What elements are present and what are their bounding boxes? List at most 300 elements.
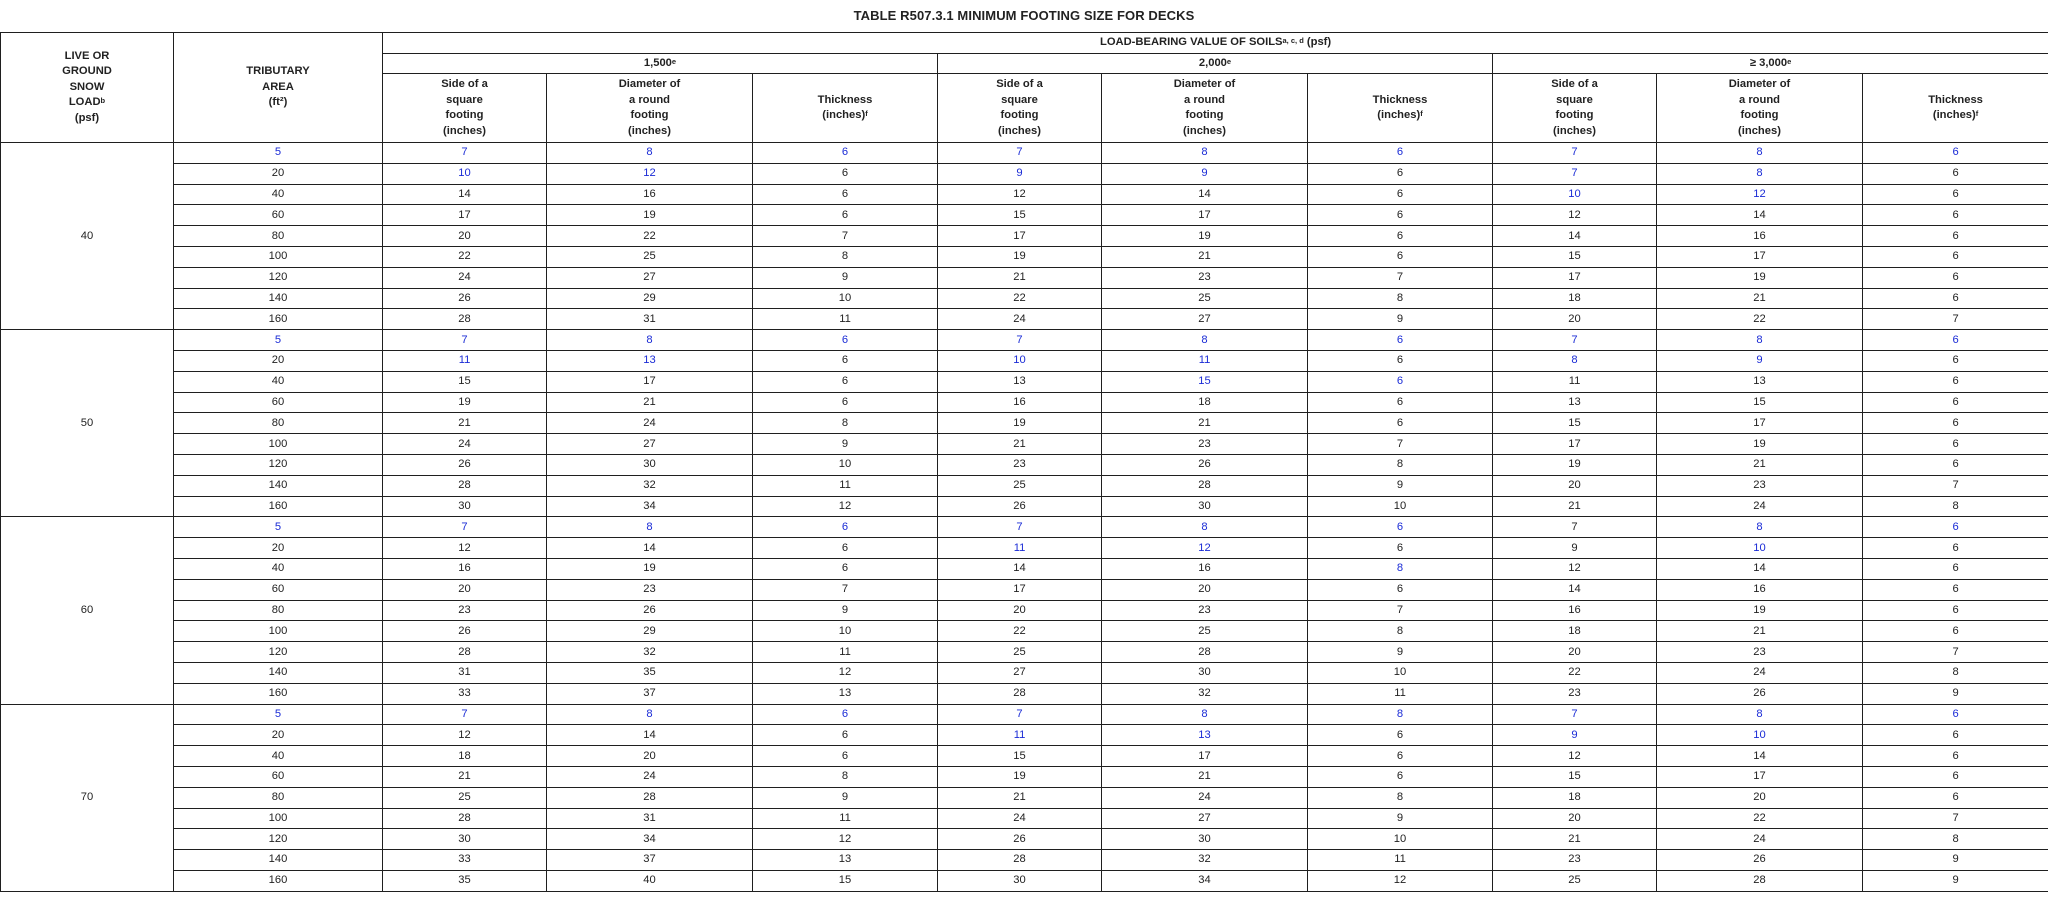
footing-value-cell: 14 [1657, 205, 1863, 226]
footing-value-cell: 7 [1863, 808, 2048, 829]
footing-value-cell: 26 [1657, 683, 1863, 704]
footing-value-cell: 19 [383, 392, 547, 413]
tributary-area-cell: 80 [174, 600, 383, 621]
footing-value-cell: 31 [547, 808, 753, 829]
footing-value-cell: 16 [1493, 600, 1657, 621]
footing-value-cell: 6 [1308, 205, 1493, 226]
footing-value-cell: 6 [1863, 517, 2048, 538]
tributary-area-cell: 20 [174, 163, 383, 184]
footing-value-cell: 21 [383, 413, 547, 434]
footing-value-cell: 21 [547, 392, 753, 413]
footing-value-cell: 6 [1863, 434, 2048, 455]
footing-value-cell: 35 [383, 870, 547, 891]
table-row [1, 413, 2048, 434]
soils-header: LOAD-BEARING VALUE OF SOILS$^{a, c, d}$ (psf) [383, 33, 2048, 54]
tributary-area-cell: 40 [174, 184, 383, 205]
footing-value-cell: 6 [1308, 184, 1493, 205]
footing-value-cell: 18 [1493, 288, 1657, 309]
footing-value-cell: 17 [547, 371, 753, 392]
footing-value-cell: 7 [1493, 330, 1657, 351]
diameter-round-header: Diameter of a round footing (inches) [547, 74, 753, 143]
footing-value-cell: 35 [547, 662, 753, 683]
footing-value-cell: 6 [1308, 579, 1493, 600]
footing-value-cell: 22 [938, 621, 1102, 642]
footing-value-cell: 22 [1657, 309, 1863, 330]
footing-value-cell: 25 [1102, 288, 1308, 309]
footing-value-cell: 7 [938, 704, 1102, 725]
footing-value-cell: 6 [753, 746, 938, 767]
footing-value-cell: 28 [383, 642, 547, 663]
footing-value-cell: 29 [547, 621, 753, 642]
table-row [1, 288, 2048, 309]
footing-value-cell: 16 [938, 392, 1102, 413]
live-load-cell: 50 [1, 330, 174, 517]
footing-value-cell: 30 [547, 454, 753, 475]
footing-value-cell: 31 [547, 309, 753, 330]
footing-value-cell: 15 [938, 746, 1102, 767]
footing-value-cell: 21 [1493, 496, 1657, 517]
footing-value-cell: 23 [383, 600, 547, 621]
footing-value-cell: 23 [1102, 267, 1308, 288]
footing-value-cell: 34 [547, 829, 753, 850]
footing-value-cell: 24 [383, 434, 547, 455]
footing-value-cell: 6 [753, 205, 938, 226]
footing-value-cell: 31 [383, 662, 547, 683]
footing-value-cell: 19 [1657, 267, 1863, 288]
footing-value-cell: 8 [1308, 621, 1493, 642]
table-row [1, 579, 2048, 600]
footing-value-cell: 19 [938, 413, 1102, 434]
footing-value-cell: 28 [383, 808, 547, 829]
footing-value-cell: 14 [938, 558, 1102, 579]
footing-value-cell: 22 [938, 288, 1102, 309]
footing-value-cell: 9 [753, 787, 938, 808]
tributary-area-cell: 60 [174, 392, 383, 413]
footing-value-cell: 25 [938, 475, 1102, 496]
footing-value-cell: 12 [1493, 558, 1657, 579]
table-row [1, 766, 2048, 787]
footing-value-cell: 16 [1102, 558, 1308, 579]
tributary-area-cell: 160 [174, 309, 383, 330]
table-row [1, 184, 2048, 205]
footing-value-cell: 6 [1863, 621, 2048, 642]
table-row [1, 600, 2048, 621]
footing-value-cell: 21 [938, 267, 1102, 288]
tributary-area-cell: 80 [174, 787, 383, 808]
footing-value-cell: 7 [1493, 704, 1657, 725]
footing-value-cell: 11 [938, 725, 1102, 746]
footing-value-cell: 6 [1308, 143, 1493, 164]
footing-value-cell: 21 [1102, 766, 1308, 787]
footing-value-cell: 28 [1102, 642, 1308, 663]
footing-value-cell: 15 [383, 371, 547, 392]
footing-value-cell: 8 [1102, 517, 1308, 538]
table-row [1, 725, 2048, 746]
footing-value-cell: 6 [1863, 600, 2048, 621]
footing-value-cell: 18 [1493, 621, 1657, 642]
footing-value-cell: 20 [383, 579, 547, 600]
footing-value-cell: 6 [753, 517, 938, 538]
footing-value-cell: 8 [547, 330, 753, 351]
footing-value-cell: 15 [1657, 392, 1863, 413]
footing-value-cell: 26 [383, 621, 547, 642]
table-row [1, 829, 2048, 850]
table-row [1, 642, 2048, 663]
footing-value-cell: 17 [1493, 267, 1657, 288]
footing-value-cell: 7 [753, 579, 938, 600]
footing-value-cell: 32 [1102, 683, 1308, 704]
footing-value-cell: 24 [1657, 829, 1863, 850]
footing-value-cell: 15 [1493, 246, 1657, 267]
footing-value-cell: 37 [547, 683, 753, 704]
footing-value-cell: 17 [1657, 766, 1863, 787]
footing-value-cell: 25 [547, 246, 753, 267]
tributary-area-cell: 20 [174, 725, 383, 746]
table-row [1, 538, 2048, 559]
footing-value-cell: 17 [1493, 434, 1657, 455]
footing-value-cell: 6 [753, 163, 938, 184]
footing-value-cell: 11 [753, 808, 938, 829]
footing-value-cell: 23 [547, 579, 753, 600]
footing-value-cell: 6 [753, 143, 938, 164]
footing-value-cell: 22 [547, 226, 753, 247]
footing-value-cell: 27 [547, 434, 753, 455]
footing-value-cell: 9 [753, 434, 938, 455]
table-row [1, 350, 2048, 371]
table-row [1, 226, 2048, 247]
footing-value-cell: 12 [547, 163, 753, 184]
footing-value-cell: 11 [1308, 850, 1493, 871]
footing-value-cell: 7 [1493, 143, 1657, 164]
footing-value-cell: 24 [383, 267, 547, 288]
footing-value-cell: 6 [1308, 163, 1493, 184]
footing-value-cell: 10 [938, 350, 1102, 371]
table-header [1, 33, 2048, 143]
footing-value-cell: 6 [753, 725, 938, 746]
tributary-area-cell: 40 [174, 371, 383, 392]
table-body [1, 143, 2048, 892]
live-load-cell: 40 [1, 143, 174, 330]
footing-value-cell: 9 [1308, 642, 1493, 663]
footing-value-cell: 7 [938, 143, 1102, 164]
footing-value-cell: 8 [1863, 829, 2048, 850]
footing-value-cell: 9 [753, 600, 938, 621]
footing-value-cell: 6 [753, 392, 938, 413]
footing-value-cell: 16 [1657, 579, 1863, 600]
footing-value-cell: 28 [1102, 475, 1308, 496]
footing-value-cell: 6 [1863, 267, 2048, 288]
footing-value-cell: 9 [1308, 475, 1493, 496]
footing-value-cell: 32 [547, 642, 753, 663]
footing-value-cell: 6 [1863, 330, 2048, 351]
soil-group-1500: 1,500e [383, 54, 938, 74]
footing-value-cell: 12 [1493, 205, 1657, 226]
footing-value-cell: 8 [1308, 454, 1493, 475]
diameter-round-header: Diameter of a round footing (inches) [1657, 74, 1863, 143]
footing-value-cell: 6 [1863, 143, 2048, 164]
footing-value-cell: 6 [1863, 184, 2048, 205]
footing-value-cell: 13 [1493, 392, 1657, 413]
table-row [1, 205, 2048, 226]
footing-value-cell: 8 [1657, 163, 1863, 184]
footing-value-cell: 8 [1657, 330, 1863, 351]
footing-value-cell: 30 [938, 870, 1102, 891]
table-row [1, 371, 2048, 392]
footing-value-cell: 14 [1657, 746, 1863, 767]
tributary-area-cell: 20 [174, 538, 383, 559]
footing-value-cell: 6 [753, 350, 938, 371]
live-load-cell: 60 [1, 517, 174, 704]
footing-value-cell: 27 [1102, 309, 1308, 330]
tributary-area-cell: 40 [174, 558, 383, 579]
footing-value-cell: 26 [547, 600, 753, 621]
footing-value-cell: 13 [1657, 371, 1863, 392]
footing-value-cell: 28 [383, 475, 547, 496]
tributary-area-cell: 140 [174, 850, 383, 871]
footing-value-cell: 8 [1308, 288, 1493, 309]
footing-value-cell: 11 [753, 309, 938, 330]
footing-value-cell: 14 [383, 184, 547, 205]
footing-value-cell: 6 [1863, 766, 2048, 787]
table-row [1, 850, 2048, 871]
tributary-area-cell: 5 [174, 330, 383, 351]
footing-value-cell: 21 [938, 434, 1102, 455]
table-row [1, 621, 2048, 642]
footing-value-cell: 7 [1863, 309, 2048, 330]
footing-value-cell: 11 [753, 475, 938, 496]
footing-value-cell: 22 [383, 246, 547, 267]
footing-value-cell: 6 [1863, 205, 2048, 226]
footing-value-cell: 9 [1863, 850, 2048, 871]
footing-value-cell: 19 [547, 205, 753, 226]
footing-value-cell: 12 [383, 538, 547, 559]
footing-value-cell: 33 [383, 683, 547, 704]
footing-value-cell: 6 [1863, 454, 2048, 475]
footing-value-cell: 8 [1657, 143, 1863, 164]
footing-value-cell: 11 [1493, 371, 1657, 392]
soil-group-2000: 2,000e [938, 54, 1493, 74]
footing-value-cell: 17 [383, 205, 547, 226]
footing-value-cell: 11 [753, 642, 938, 663]
footing-value-cell: 10 [1657, 538, 1863, 559]
tributary-area-cell: 40 [174, 746, 383, 767]
side-of-square-header: Side of a square footing (inches) [383, 74, 547, 143]
footing-value-cell: 22 [1657, 808, 1863, 829]
footing-value-cell: 8 [1308, 787, 1493, 808]
footing-value-cell: 9 [1308, 808, 1493, 829]
footing-value-cell: 7 [383, 330, 547, 351]
footing-value-cell: 12 [753, 662, 938, 683]
table-row [1, 496, 2048, 517]
table-row [1, 704, 2048, 725]
footing-value-cell: 12 [1308, 870, 1493, 891]
footing-value-cell: 26 [1102, 454, 1308, 475]
footing-value-cell: 7 [1493, 163, 1657, 184]
table-row [1, 143, 2048, 164]
footing-value-cell: 12 [1102, 538, 1308, 559]
footing-value-cell: 12 [753, 829, 938, 850]
footing-value-cell: 29 [547, 288, 753, 309]
footing-value-cell: 25 [938, 642, 1102, 663]
footing-value-cell: 17 [1102, 746, 1308, 767]
footing-value-cell: 19 [1657, 600, 1863, 621]
diameter-round-header: Diameter of a round footing (inches) [1102, 74, 1308, 143]
table-row [1, 434, 2048, 455]
side-of-square-header: Side of a square footing (inches) [1493, 74, 1657, 143]
live-load-header: LIVE OR GROUND SNOW LOAD$^b$ (psf) [1, 33, 174, 143]
footing-value-cell: 30 [383, 496, 547, 517]
footing-value-cell: 13 [1102, 725, 1308, 746]
footing-value-cell: 21 [938, 787, 1102, 808]
footing-value-cell: 25 [383, 787, 547, 808]
footing-value-cell: 9 [1863, 870, 2048, 891]
footing-value-cell: 19 [1657, 434, 1863, 455]
table-row [1, 267, 2048, 288]
footing-value-cell: 8 [1863, 662, 2048, 683]
footing-value-cell: 6 [753, 558, 938, 579]
footing-value-cell: 24 [938, 309, 1102, 330]
table-row [1, 454, 2048, 475]
tributary-area-cell: 100 [174, 246, 383, 267]
tributary-area-cell: 120 [174, 454, 383, 475]
footing-value-cell: 30 [1102, 496, 1308, 517]
thickness-header: Thickness (inches)$^f$ [1863, 74, 2048, 143]
table-row [1, 662, 2048, 683]
footing-value-cell: 7 [1308, 267, 1493, 288]
tributary-area-cell: 160 [174, 683, 383, 704]
footing-value-cell: 21 [1102, 413, 1308, 434]
footing-value-cell: 25 [1493, 870, 1657, 891]
footing-value-cell: 6 [1863, 392, 2048, 413]
footing-value-cell: 16 [547, 184, 753, 205]
footing-value-cell: 7 [383, 704, 547, 725]
footing-value-cell: 6 [1863, 538, 2048, 559]
footing-value-cell: 20 [383, 226, 547, 247]
footing-value-cell: 9 [938, 163, 1102, 184]
footing-value-cell: 6 [1863, 746, 2048, 767]
footing-value-cell: 19 [1493, 454, 1657, 475]
tributary-area-cell: 5 [174, 143, 383, 164]
footing-value-cell: 18 [1493, 787, 1657, 808]
side-of-square-header: Side of a square footing (inches) [938, 74, 1102, 143]
footing-value-cell: 24 [1657, 662, 1863, 683]
table-title: TABLE R507.3.1 MINIMUM FOOTING SIZE FOR DECKS [853, 8, 1195, 23]
footing-value-cell: 22 [1493, 662, 1657, 683]
footing-value-cell: 19 [938, 766, 1102, 787]
footing-size-table [0, 32, 2048, 892]
footing-value-cell: 12 [1657, 184, 1863, 205]
footing-value-cell: 6 [1308, 517, 1493, 538]
footing-value-cell: 14 [1102, 184, 1308, 205]
footing-value-cell: 21 [1657, 621, 1863, 642]
footing-value-cell: 6 [1863, 704, 2048, 725]
footing-value-cell: 14 [1657, 558, 1863, 579]
footing-value-cell: 12 [1493, 746, 1657, 767]
table-row [1, 475, 2048, 496]
table-row [1, 392, 2048, 413]
footing-value-cell: 15 [1493, 413, 1657, 434]
footing-value-cell: 6 [1308, 246, 1493, 267]
footing-value-cell: 14 [547, 725, 753, 746]
footing-value-cell: 20 [1102, 579, 1308, 600]
footing-value-cell: 28 [383, 309, 547, 330]
footing-value-cell: 6 [1308, 392, 1493, 413]
footing-value-cell: 12 [938, 184, 1102, 205]
footing-value-cell: 6 [1863, 413, 2048, 434]
footing-value-cell: 8 [1493, 350, 1657, 371]
footing-value-cell: 26 [383, 454, 547, 475]
footing-value-cell: 8 [753, 413, 938, 434]
footing-value-cell: 11 [938, 538, 1102, 559]
footing-value-cell: 15 [938, 205, 1102, 226]
footing-value-cell: 6 [1308, 766, 1493, 787]
footing-value-cell: 27 [938, 662, 1102, 683]
tributary-area-cell: 5 [174, 704, 383, 725]
footing-value-cell: 8 [547, 143, 753, 164]
footing-value-cell: 7 [383, 517, 547, 538]
tributary-area-header: TRIBUTARY AREA (ft²) [174, 33, 383, 143]
footing-value-cell: 28 [938, 850, 1102, 871]
footing-value-cell: 10 [1308, 496, 1493, 517]
footing-value-cell: 14 [547, 538, 753, 559]
footing-value-cell: 6 [1308, 330, 1493, 351]
tributary-area-cell: 160 [174, 496, 383, 517]
footing-value-cell: 17 [1102, 205, 1308, 226]
footing-value-cell: 6 [1863, 579, 2048, 600]
footing-value-cell: 13 [753, 850, 938, 871]
footing-value-cell: 15 [753, 870, 938, 891]
footing-value-cell: 40 [547, 870, 753, 891]
footing-value-cell: 9 [1493, 538, 1657, 559]
footing-value-cell: 20 [1657, 787, 1863, 808]
footing-value-cell: 10 [383, 163, 547, 184]
table-row [1, 517, 2048, 538]
footing-value-cell: 8 [753, 246, 938, 267]
footing-value-cell: 10 [753, 288, 938, 309]
footing-value-cell: 8 [1863, 496, 2048, 517]
footing-value-cell: 6 [1863, 350, 2048, 371]
footing-value-cell: 34 [1102, 870, 1308, 891]
footing-value-cell: 6 [1863, 246, 2048, 267]
footing-value-cell: 6 [1308, 350, 1493, 371]
footing-value-cell: 6 [753, 371, 938, 392]
footing-value-cell: 19 [1102, 226, 1308, 247]
footing-value-cell: 6 [753, 538, 938, 559]
footing-value-cell: 9 [1493, 725, 1657, 746]
footing-value-cell: 21 [383, 766, 547, 787]
tributary-area-cell: 120 [174, 829, 383, 850]
footing-value-cell: 16 [1657, 226, 1863, 247]
footing-value-cell: 19 [938, 246, 1102, 267]
footing-value-cell: 8 [1657, 517, 1863, 538]
footing-value-cell: 23 [938, 454, 1102, 475]
footing-value-cell: 20 [547, 746, 753, 767]
footing-value-cell: 30 [1102, 662, 1308, 683]
tributary-area-cell: 20 [174, 350, 383, 371]
footing-value-cell: 32 [547, 475, 753, 496]
footing-value-cell: 6 [1308, 538, 1493, 559]
footing-value-cell: 8 [753, 766, 938, 787]
footing-value-cell: 15 [1493, 766, 1657, 787]
tributary-area-cell: 100 [174, 434, 383, 455]
footing-value-cell: 6 [1863, 558, 2048, 579]
footing-value-cell: 17 [938, 579, 1102, 600]
footing-value-cell: 6 [753, 184, 938, 205]
footing-value-cell: 11 [1308, 683, 1493, 704]
footing-value-cell: 34 [547, 496, 753, 517]
table-row [1, 787, 2048, 808]
footing-value-cell: 28 [547, 787, 753, 808]
